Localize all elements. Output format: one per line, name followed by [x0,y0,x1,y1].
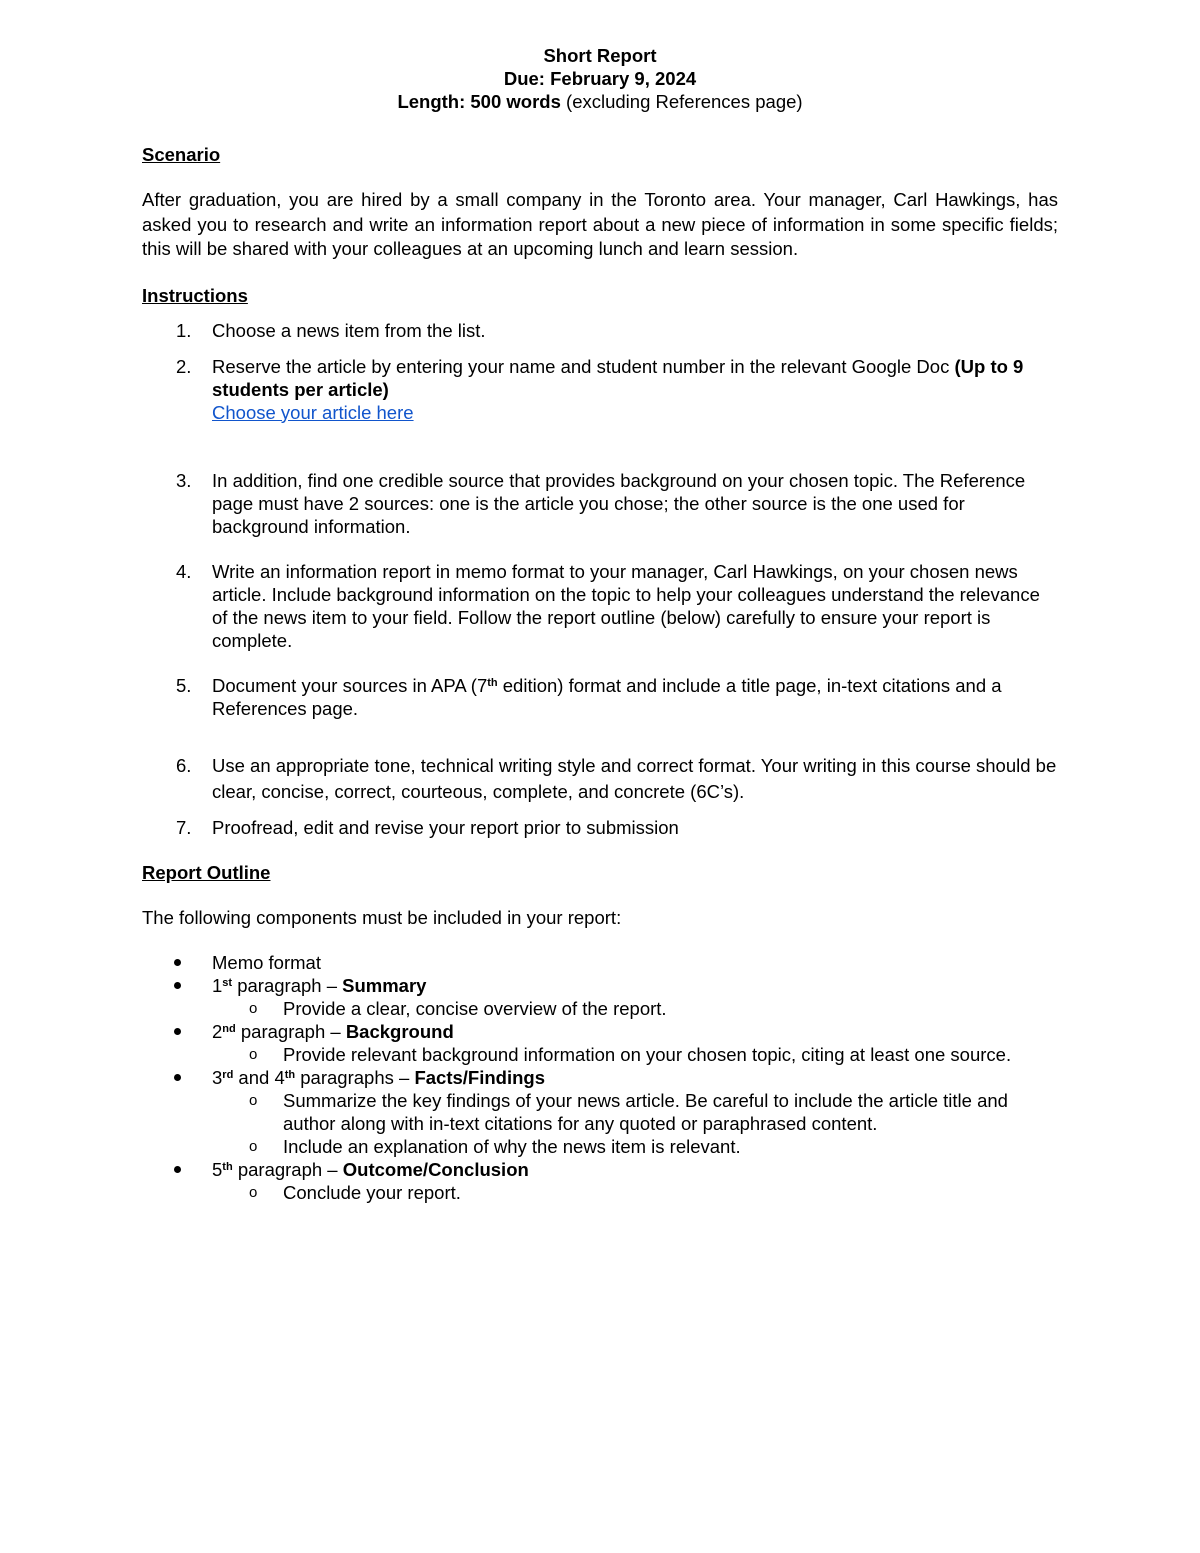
bullet-icon [174,982,181,989]
superscript: rd [222,1068,234,1081]
due-date: Due: February 9, 2024 [503,68,697,89]
outline-bold: Outcome/Conclusion [342,1158,529,1180]
instruction-item [142,816,1058,839]
length-note: (excluding References page) [560,91,803,112]
outline-list [142,951,1058,1204]
superscript: st [222,976,233,989]
outline-intro: The following components must be included in your report: [142,906,622,928]
scenario-heading: Scenario [142,144,221,165]
item-text: Write an information report in memo format to your manager, Carl Hawkings, on your chosen news article. Include background information on the topic to help your colleagues understand the relevance of the news item to your field. Follow the report outline (below) carefully to ensure your report is complete. [212,560,1040,651]
item-number: 1. [176,319,192,341]
outline-text: 2 [212,1020,223,1042]
outline-item [142,1020,1058,1066]
item-number: 5. [176,674,192,696]
item-number: 6. [176,754,192,776]
item-bold-note: (Up to 9 students per article) [212,355,1024,400]
instruction-item [142,319,1058,342]
circle-bullet-icon: o [249,999,258,1017]
outline-subitem [212,1181,1058,1204]
report-title: Short Report [543,45,657,66]
outline-sublist [212,1181,1058,1204]
instruction-item [142,469,1058,538]
instruction-item [142,753,1058,805]
length-label: Length: 500 words [397,91,561,112]
outline-bold: Background [345,1020,454,1042]
outline-sublist [212,1089,1058,1158]
outline-text: paragraph – [232,1158,343,1180]
subitem-text: Provide relevant background information on your chosen topic, citing at least one source. [283,1043,1012,1065]
item-text: Proofread, edit and revise your report prior to submission [212,816,679,838]
outline-bold: Facts/Findings [414,1066,545,1088]
outline-text: 5 [212,1158,223,1180]
outline-text: and 4 [233,1066,285,1088]
item-number: 3. [176,469,192,491]
outline-sublist [212,1043,1058,1066]
item-number: 7. [176,816,192,838]
outline-text: 1 [212,974,223,996]
instruction-item [142,355,1058,424]
item-number: 2. [176,355,192,377]
superscript: th [222,1160,233,1173]
instructions-list [142,319,1058,839]
choose-article-link[interactable]: Choose your article here [212,401,414,423]
report-outline-heading: Report Outline [142,861,271,883]
superscript: nd [222,1022,236,1035]
subitem-text: Summarize the key findings of your news article. Be careful to include the article title and author along with in-text citations for any quoted or paraphrased content. [283,1089,1008,1134]
item-number: 4. [176,560,192,582]
outline-item [142,1066,1058,1158]
item-text: edition) format and include a title page, in-text citations and a References page. [212,674,1002,719]
subitem-text: Include an explanation of why the news item is relevant. [283,1135,741,1157]
outline-text: 3 [212,1066,223,1088]
item-text: Reserve the article by entering your name and student number in the relevant Google Doc [212,355,955,377]
circle-bullet-icon: o [249,1183,258,1201]
item-text: Document your sources in APA (7 [212,674,488,696]
outline-text: paragraph – [235,1020,346,1042]
instruction-item [142,560,1058,652]
instruction-item [142,674,1058,720]
outline-subitem [212,1089,1058,1135]
subitem-text: Conclude your report. [283,1181,461,1203]
document-body [142,44,1058,1204]
outline-item [142,1158,1058,1204]
bullet-icon [174,1074,181,1081]
length-line [142,90,1058,113]
outline-subitem [212,1043,1058,1066]
circle-bullet-icon: o [249,1045,258,1063]
instructions-heading: Instructions [142,284,248,306]
scenario-text: After graduation, you are hired by a small company in the Toronto area. Your manager, Carl Hawkings, has asked you to research and write an information report about a new piece of information in some specific fields; this will be shared with your colleagues at an upcoming lunch and learn session. [142,189,1058,259]
superscript: th [487,676,498,689]
outline-text: paragraphs – [295,1066,415,1088]
bullet-icon [174,1028,181,1035]
bullet-icon [174,959,181,966]
outline-subitem [212,1135,1058,1158]
item-text: Choose a news item from the list. [212,319,486,341]
outline-sublist [212,997,1058,1020]
outline-item [142,974,1058,1020]
circle-bullet-icon: o [249,1091,258,1109]
item-text: Use an appropriate tone, technical writing style and correct format. Your writing in this course should be clear, concise, correct, courteous, complete, and concrete (6C’s). [212,754,1057,802]
outline-subitem [212,997,1058,1020]
bullet-icon [174,1166,181,1173]
outline-text: paragraph – [232,974,343,996]
outline-bold: Summary [342,974,427,996]
outline-text: Memo format [212,951,321,973]
item-text: In addition, find one credible source that provides background on your chosen topic. The Reference page must have 2 sources: one is the article you chose; the other source is the one used for background information. [212,469,1026,537]
superscript: th [284,1068,296,1081]
subitem-text: Provide a clear, concise overview of the report. [283,997,667,1019]
outline-item [142,951,1058,974]
circle-bullet-icon: o [249,1137,258,1155]
